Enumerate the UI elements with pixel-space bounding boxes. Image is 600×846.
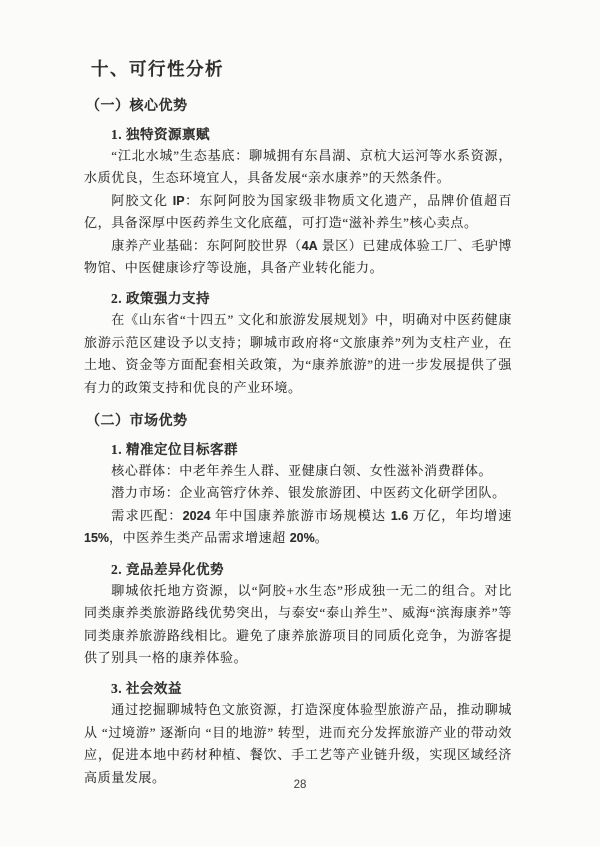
- text-run: ：东阿阿胶为国家级非物质文化遗产，品牌价值超百亿，具备深厚中医药养生文化底蕴，可打造“滋补养生”核心卖点。: [84, 192, 512, 231]
- bold-text-run: 4A: [301, 238, 318, 253]
- subsection-heading: 2. 政策强力支持: [111, 291, 210, 307]
- body-paragraph: [84, 699, 512, 789]
- bold-text-run: 20%: [289, 531, 315, 546]
- text-run: 康养产业基础：东阿阿胶世界（: [111, 237, 302, 253]
- page-title: 十、可行性分析: [91, 59, 224, 79]
- text-run: 聊城依托地方资源，以“阿胶+水生态”形成独一无二的组合。对比同类康养类旅游路线优势突出，与泰安“泰山养生”、威海“滨海康养”等同类康养旅游路线相比。避免了康养旅游项目的同质化竞争，为游客提供了别具一格的康养体验。: [84, 582, 512, 665]
- body-paragraph: [84, 460, 512, 482]
- text-run: 通过挖掘聊城特色文旅资源，打造深度体验型旅游产品，推动聊城从 “过境游” 逐渐向 “目的地游” 转型，进而充分发挥旅游产业的带动效应，促进本地中药材种植、餐饮、手工艺等产业链升级，实现区域经济高质量发展。: [84, 702, 512, 785]
- subsection-heading: 1. 精准定位目标客群: [111, 442, 238, 458]
- document-content: [84, 95, 512, 789]
- text-run: ，中医养生类产品需求增速超: [109, 530, 290, 546]
- text-run: 景区）已建成体验工厂、毛驴博物馆、中医健康诊疗等设施，具备产业转化能力。: [84, 237, 512, 276]
- body-paragraph: [84, 235, 512, 280]
- body-paragraph: [84, 505, 512, 550]
- text-run: 。: [314, 530, 329, 546]
- subsection-heading: 2. 竞品差异化优势: [111, 561, 224, 577]
- text-run: 潜力市场：企业高管疗休养、银发旅游团、中医药文化研学团队。: [111, 485, 506, 501]
- text-run: 万亿，年均增速: [408, 507, 512, 523]
- body-paragraph: [84, 190, 512, 235]
- text-run: 核心群体：中老年养生人群、亚健康白领、女性滋补消费群体。: [111, 463, 493, 479]
- text-run: 阿胶文化: [111, 192, 173, 208]
- page-number: 28: [293, 779, 307, 791]
- text-run: 需求匹配：: [111, 507, 183, 523]
- body-paragraph: [84, 482, 512, 504]
- body-paragraph: [84, 145, 512, 190]
- section-heading: （二）市场优势: [86, 414, 188, 430]
- bold-text-run: 2024: [182, 508, 211, 523]
- text-run: “江北水城”生态基底：聊城拥有东昌湖、京杭大运河等水系资源，水质优良，生态环境宜人，具备发展“亲水康养”的天然条件。: [84, 148, 512, 186]
- body-paragraph: [84, 580, 512, 670]
- text-run: 年中国康养旅游市场规模达: [210, 507, 391, 523]
- bold-text-run: 1.6: [390, 508, 409, 523]
- section-heading: （一）核心优势: [86, 99, 188, 114]
- bold-text-run: IP: [172, 193, 185, 208]
- subsection-heading: 1. 独特资源禀赋: [111, 127, 210, 142]
- body-paragraph: [84, 309, 512, 399]
- subsection-heading: 3. 社会效益: [111, 681, 182, 697]
- bold-text-run: 15%: [84, 531, 110, 546]
- text-run: 在《山东省“十四五” 文化和旅游发展规划》中，明确对中医药健康旅游示范区建设予以支持；聊城市政府将“文旅康养”列为支柱产业，在土地、资金等方面配套相关政策，为“康养旅游”的进一步发展提供了强有力的政策支持和优良的产业环境。: [84, 312, 512, 395]
